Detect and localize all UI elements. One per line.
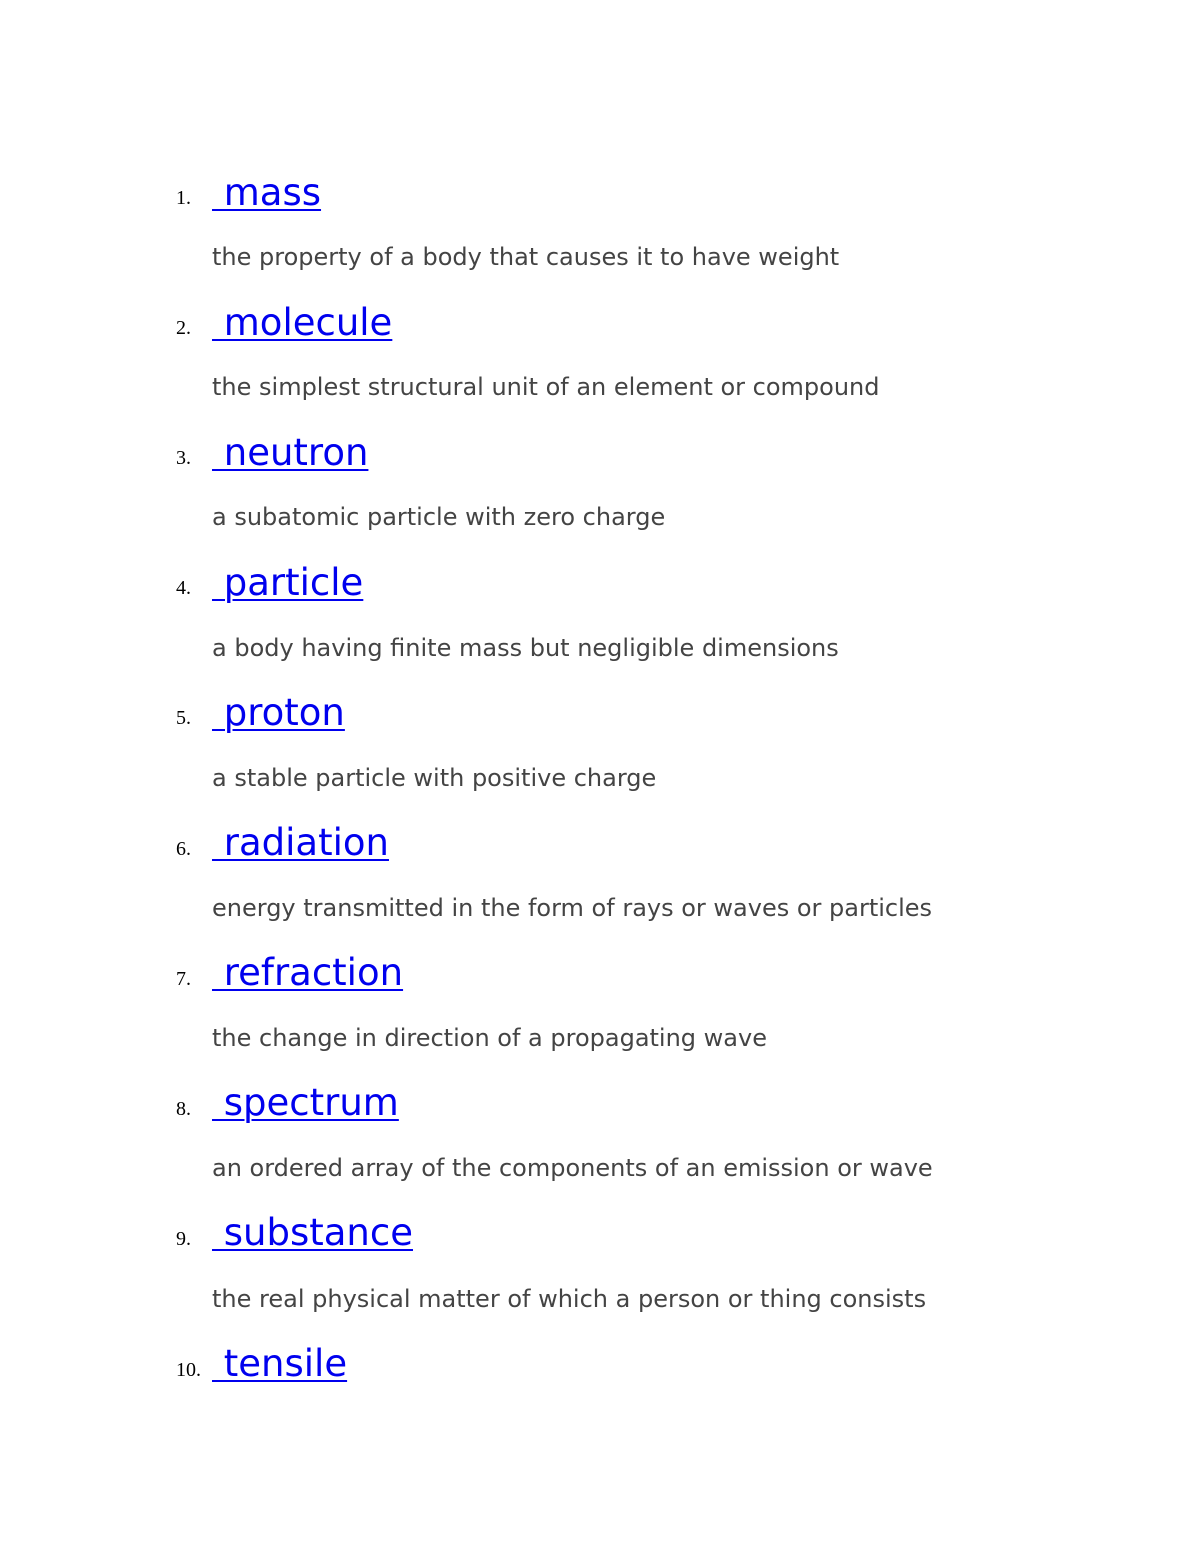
term-link-tensile[interactable]: tensile xyxy=(212,1342,348,1385)
item-number: 6. xyxy=(176,838,191,860)
term-link-particle[interactable]: particle xyxy=(212,561,364,604)
item-number: 2. xyxy=(176,317,191,339)
item-number: 5. xyxy=(176,707,191,729)
term-link-neutron[interactable]: neutron xyxy=(212,431,369,474)
item-number: 1. xyxy=(176,187,191,209)
item-number: 10. xyxy=(176,1359,201,1381)
term-link-mass[interactable]: mass xyxy=(212,171,322,214)
term-definition: an ordered array of the components of an emission or wave xyxy=(212,1154,933,1182)
term-definition: a body having finite mass but negligible dimensions xyxy=(212,634,839,662)
term-link-proton[interactable]: proton xyxy=(212,691,345,734)
term-definition: a subatomic particle with zero charge xyxy=(212,503,666,531)
term-definition: the change in direction of a propagating wave xyxy=(212,1024,767,1052)
term-definition: the simplest structural unit of an element or compound xyxy=(212,373,880,401)
term-link-radiation[interactable]: radiation xyxy=(212,821,389,864)
term-definition: the property of a body that causes it to have weight xyxy=(212,243,840,271)
item-number: 8. xyxy=(176,1098,191,1120)
term-link-spectrum[interactable]: spectrum xyxy=(212,1081,399,1124)
item-number: 7. xyxy=(176,968,191,990)
term-definition: energy transmitted in the form of rays or waves or particles xyxy=(212,894,933,922)
item-number: 9. xyxy=(176,1228,191,1250)
term-link-substance[interactable]: substance xyxy=(212,1211,413,1254)
term-definition: a stable particle with positive charge xyxy=(212,764,657,792)
term-link-refraction[interactable]: refraction xyxy=(212,951,404,994)
item-number: 4. xyxy=(176,577,191,599)
term-link-molecule[interactable]: molecule xyxy=(212,301,393,344)
item-number: 3. xyxy=(176,447,191,469)
term-definition: the real physical matter of which a person or thing consists xyxy=(212,1285,927,1313)
